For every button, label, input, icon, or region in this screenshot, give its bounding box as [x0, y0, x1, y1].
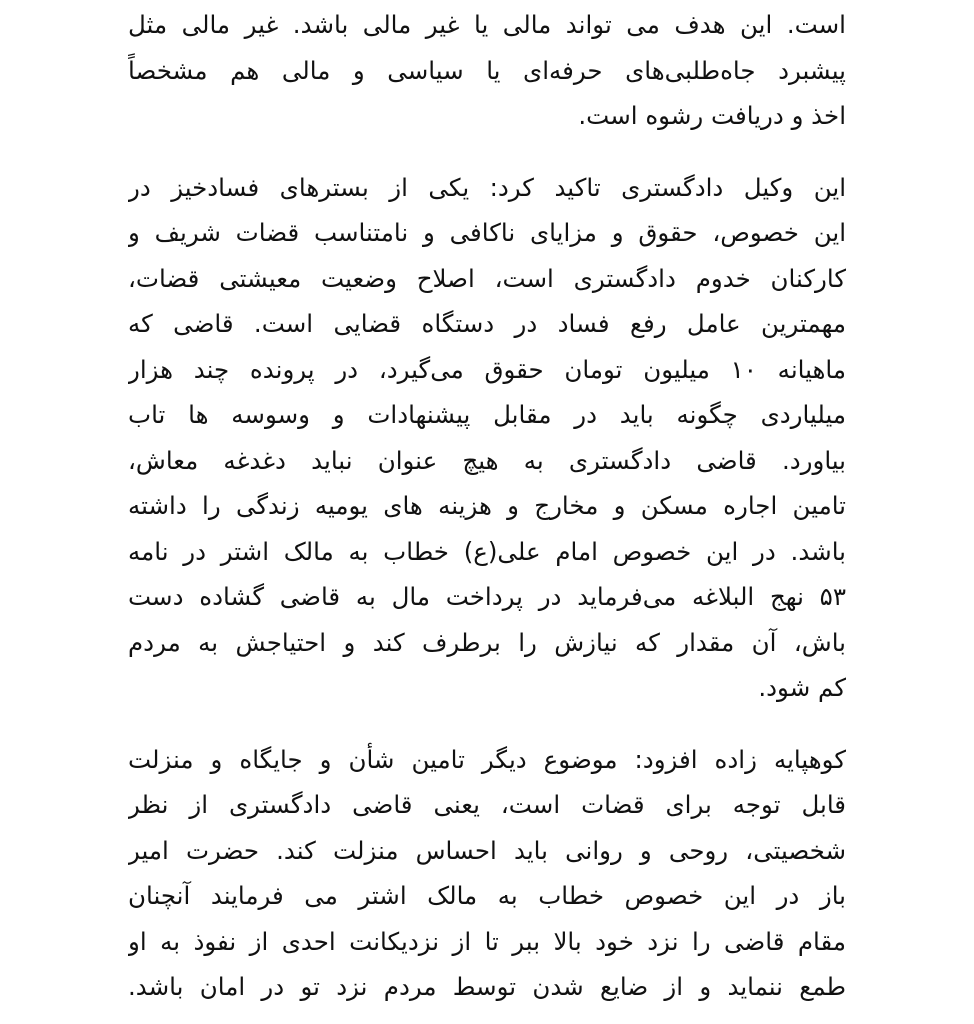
article-body	[128, 2, 846, 1010]
text-line: ۵۳ نهج البلاغه می‌فرماید در پرداخت مال به قاضی گشاده دست	[128, 582, 846, 611]
text-line: میلیاردی چگونه باید در مقابل پیشنهادات و وسوسه ها تاب	[128, 400, 846, 429]
text-line: قابل توجه برای قضات است، یعنی قاضی دادگستری از نظر	[128, 790, 846, 819]
text-line: این وکیل دادگستری تاکید کرد: یکی از بسترهای فسادخیز در	[128, 172, 846, 202]
text-line: شخصیتی، روحی و روانی باید احساس منزلت کند. حضرت امیر	[128, 835, 846, 865]
text-line: بیاورد. قاضی دادگستری به هیچ عنوان نباید دغدغه معاش،	[128, 445, 846, 475]
text-line: این خصوص، حقوق و مزایای ناکافی و نامتناسب قضات شریف و	[128, 218, 846, 247]
text-line: کوهپایه زاده افزود: موضوع دیگر تامین شأن و جایگاه و منزلت	[128, 744, 846, 774]
text-line: مهمترین عامل رفع فساد در دستگاه قضایی است. قاضی که	[128, 309, 846, 338]
paragraph-3	[128, 737, 846, 1010]
text-line: باشد. در این خصوص امام علی(ع) خطاب به مالک اشتر در نامه	[128, 536, 846, 566]
text-line: ماهیانه ۱۰ میلیون تومان حقوق می‌گیرد، در پرونده چند هزار	[128, 354, 846, 384]
paragraph-1	[128, 2, 846, 139]
text-line: پیشبرد جاه‌طلبی‌های حرفه‌ای یا سیاسی و مالی هم مشخصاً	[128, 55, 846, 85]
text-line: کارکنان خدوم دادگستری است، اصلاح وضعیت معیشتی قضات،	[128, 263, 846, 293]
paragraph-2	[128, 165, 846, 711]
text-line: باش، آن مقدار که نیازش را برطرف کند و احتیاجش به مردم	[128, 627, 846, 657]
text-line: طمع ننماید و از ضایع شدن توسط مردم نزد تو در امان باشد.	[128, 972, 846, 1001]
text-line: باز در این خصوص خطاب به مالک اشتر می فرمایند آنچنان	[128, 881, 846, 910]
text-line: مقام قاضی را نزد خود بالا ببر تا از نزدیکانت احدی از نفوذ به او	[128, 926, 846, 956]
text-line: اخذ و دریافت رشوه است.	[578, 101, 846, 130]
text-line: کم شود.	[758, 673, 846, 702]
text-line: است. این هدف می تواند مالی یا غیر مالی باشد. غیر مالی مثل	[128, 10, 846, 39]
text-line: تامین اجاره مسکن و مخارج و هزینه های یومیه زندگی را داشته	[128, 491, 846, 520]
